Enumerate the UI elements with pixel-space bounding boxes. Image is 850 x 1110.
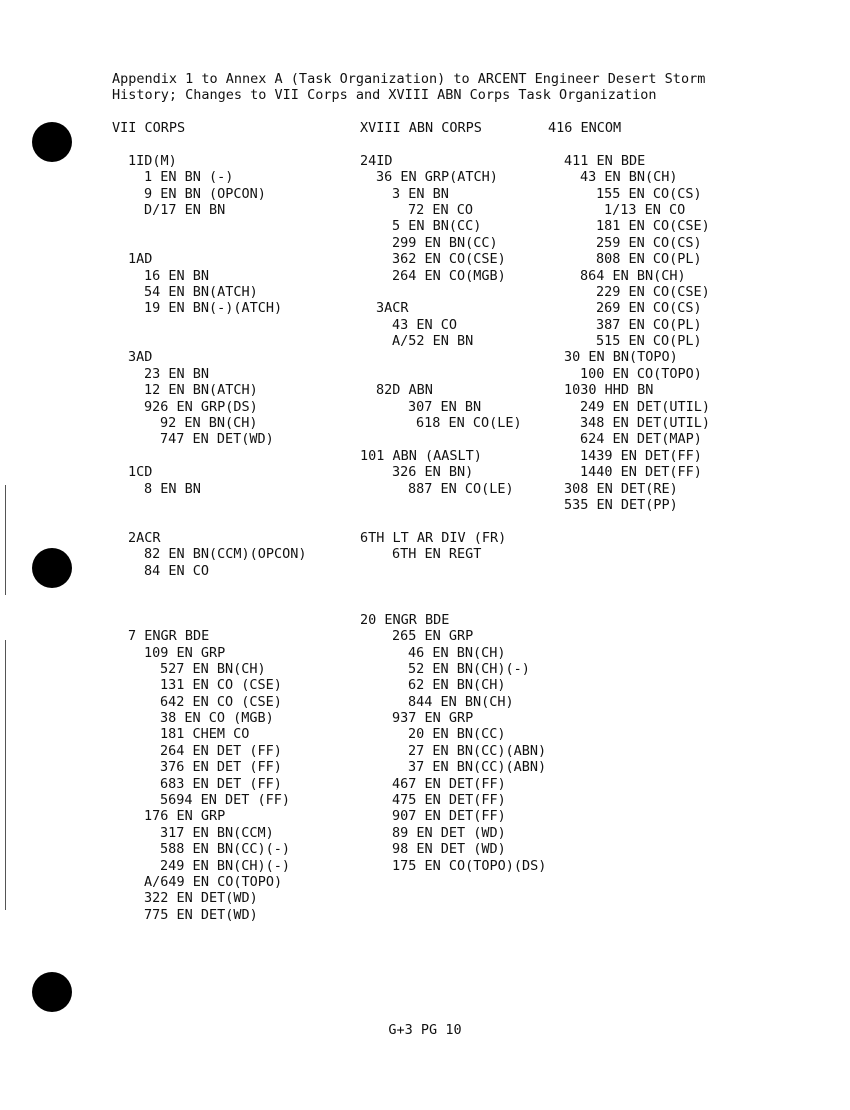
org-line: XVIII ABN CORPS — [360, 120, 482, 136]
org-line: 249 EN BN(CH)(-) — [160, 857, 291, 874]
blank-line — [112, 317, 307, 333]
org-line: 1 EN BN (-) — [144, 169, 234, 186]
org-line: D/17 EN BN — [144, 201, 226, 218]
org-line: 475 EN DET(FF) — [392, 792, 506, 809]
org-line: 527 EN BN(CH) — [160, 660, 266, 677]
blank-line — [112, 235, 307, 251]
org-line: 109 EN GRP — [144, 644, 226, 661]
org-line: 362 EN CO(CSE) — [392, 251, 506, 268]
blank-line — [112, 218, 307, 234]
blank-line — [548, 136, 710, 152]
org-line: 84 EN CO — [144, 562, 210, 579]
org-line: 515 EN CO(PL) — [596, 333, 702, 350]
org-line: 1ID(M) — [128, 152, 177, 169]
org-line: 89 EN DET (WD) — [392, 824, 506, 841]
org-line: 98 EN DET (WD) — [392, 841, 506, 858]
blank-line — [360, 563, 546, 579]
org-line: 1CD — [128, 464, 153, 481]
org-line: 8 EN BN — [144, 480, 201, 497]
org-line: 30 EN BN(TOPO) — [564, 349, 678, 366]
org-line: 467 EN DET(FF) — [392, 775, 506, 792]
blank-line — [112, 136, 307, 152]
org-line: 38 EN CO (MGB) — [160, 710, 274, 727]
punch-hole-top — [32, 122, 72, 162]
org-line: 181 CHEM CO — [160, 726, 250, 743]
org-line: 6TH LT AR DIV (FR) — [360, 529, 507, 546]
org-line: 155 EN CO(CS) — [596, 185, 702, 202]
org-line: 20 EN BN(CC) — [408, 726, 506, 743]
punch-hole-bottom — [32, 972, 72, 1012]
org-line: 176 EN GRP — [144, 808, 226, 825]
org-line: 27 EN BN(CC)(ABN) — [408, 742, 547, 759]
org-line: 23 EN BN — [144, 365, 210, 382]
org-line: A/52 EN BN — [392, 333, 474, 350]
column-xviii-abn-corps — [360, 120, 546, 874]
org-line: 5 EN BN(CC) — [392, 218, 482, 235]
blank-line — [360, 513, 546, 529]
org-line: 175 EN CO(TOPO)(DS) — [392, 857, 547, 874]
org-line: 416 ENCOM — [548, 120, 622, 136]
blank-line — [360, 579, 546, 595]
org-line: 249 EN DET(UTIL) — [580, 398, 711, 415]
org-line: 411 EN BDE — [564, 152, 646, 169]
org-line: 16 EN BN — [144, 267, 210, 284]
org-line: 3ACR — [376, 300, 409, 317]
org-line: 82 EN BN(CCM)(OPCON) — [144, 546, 307, 563]
column-416-encom — [548, 120, 710, 513]
org-line: 1440 EN DET(FF) — [580, 464, 702, 481]
org-line: 54 EN BN(ATCH) — [144, 283, 258, 300]
blank-line — [112, 513, 307, 529]
org-line: 259 EN CO(CS) — [596, 234, 702, 251]
org-line: 1AD — [128, 251, 153, 268]
punch-hole-middle — [32, 548, 72, 588]
blank-line — [112, 497, 307, 513]
blank-line — [112, 333, 307, 349]
org-line: 36 EN GRP(ATCH) — [376, 169, 498, 186]
org-line: 82D ABN — [376, 382, 433, 399]
org-line: 747 EN DET(WD) — [160, 431, 274, 448]
org-line: 20 ENGR BDE — [360, 611, 450, 628]
org-line: 322 EN DET(WD) — [144, 890, 258, 907]
org-line: 181 EN CO(CSE) — [596, 218, 710, 235]
org-line: 307 EN BN — [408, 398, 482, 415]
org-line: 376 EN DET (FF) — [160, 759, 282, 776]
org-line: 387 EN CO(PL) — [596, 316, 702, 333]
org-line: 7 ENGR BDE — [128, 628, 210, 645]
title-line-2: History; Changes to VII Corps and XVIII ABN Corps Task Organization — [112, 87, 657, 104]
org-line: 907 EN DET(FF) — [392, 808, 506, 825]
org-line: 3 EN BN — [392, 185, 449, 202]
org-line: 12 EN BN(ATCH) — [144, 382, 258, 399]
org-line: 62 EN BN(CH) — [408, 677, 506, 694]
blank-line — [112, 579, 307, 595]
document-title — [112, 70, 705, 103]
org-line: 808 EN CO(PL) — [596, 251, 702, 268]
org-line: 3AD — [128, 349, 153, 366]
blank-line — [360, 284, 546, 300]
org-line: 887 EN CO(LE) — [408, 480, 514, 497]
org-line: 101 ABN (AASLT) — [360, 447, 482, 464]
blank-line — [112, 612, 307, 628]
org-line: 588 EN BN(CC)(-) — [160, 841, 291, 858]
blank-line — [360, 366, 546, 382]
org-line: 1439 EN DET(FF) — [580, 447, 702, 464]
org-line: 24ID — [360, 152, 393, 169]
blank-line — [360, 136, 546, 152]
blank-line — [360, 497, 546, 513]
org-line: 269 EN CO(CS) — [596, 300, 702, 317]
column-vii-corps — [112, 120, 307, 923]
blank-line — [360, 431, 546, 447]
org-line: 52 EN BN(CH)(-) — [408, 660, 530, 677]
org-line: 926 EN GRP(DS) — [144, 398, 258, 415]
org-line: 100 EN CO(TOPO) — [580, 365, 702, 382]
margin-mark-lower — [5, 640, 6, 910]
org-line: 43 EN CO — [392, 316, 458, 333]
org-line: 2ACR — [128, 529, 161, 546]
org-line: 5694 EN DET (FF) — [160, 792, 291, 809]
org-line: 535 EN DET(PP) — [564, 496, 678, 513]
org-line: 618 EN CO(LE) — [416, 415, 522, 432]
blank-line — [360, 595, 546, 611]
org-line: 19 EN BN(-)(ATCH) — [144, 300, 283, 317]
org-line: VII CORPS — [112, 120, 186, 136]
org-line: 92 EN BN(CH) — [160, 415, 258, 432]
org-line: 624 EN DET(MAP) — [580, 431, 702, 448]
org-line: 9 EN BN (OPCON) — [144, 185, 266, 202]
org-line: 72 EN CO — [408, 201, 474, 218]
title-line-1: Appendix 1 to Annex A (Task Organization) to ARCENT Engineer Desert Storm — [112, 71, 706, 87]
org-line: 1030 HHD BN — [564, 382, 654, 399]
org-line: 37 EN BN(CC)(ABN) — [408, 759, 547, 776]
org-line: 775 EN DET(WD) — [144, 906, 258, 923]
org-line: A/649 EN CO(TOPO) — [144, 873, 283, 890]
page-footer: G+3 PG 10 — [388, 1022, 462, 1038]
org-line: 317 EN BN(CCM) — [160, 824, 274, 841]
org-line: 348 EN DET(UTIL) — [580, 415, 711, 432]
org-line: 642 EN CO (CSE) — [160, 693, 282, 710]
org-line: 864 EN BN(CH) — [580, 267, 686, 284]
org-line: 683 EN DET (FF) — [160, 775, 282, 792]
blank-line — [112, 595, 307, 611]
blank-line — [112, 448, 307, 464]
org-line: 131 EN CO (CSE) — [160, 677, 282, 694]
org-line: 46 EN BN(CH) — [408, 644, 506, 661]
org-line: 264 EN CO(MGB) — [392, 267, 506, 284]
org-line: 6TH EN REGT — [392, 546, 482, 563]
blank-line — [360, 349, 546, 365]
org-line: 229 EN CO(CSE) — [596, 283, 710, 300]
org-line: 1/13 EN CO — [604, 201, 686, 218]
org-line: 937 EN GRP — [392, 710, 474, 727]
org-line: 299 EN BN(CC) — [392, 234, 498, 251]
org-line: 844 EN BN(CH) — [408, 693, 514, 710]
margin-mark-upper — [5, 485, 6, 595]
org-line: 264 EN DET (FF) — [160, 742, 282, 759]
org-line: 265 EN GRP — [392, 628, 474, 645]
org-line: 43 EN BN(CH) — [580, 169, 678, 186]
org-line: 326 EN BN) — [392, 464, 474, 481]
org-line: 308 EN DET(RE) — [564, 480, 678, 497]
